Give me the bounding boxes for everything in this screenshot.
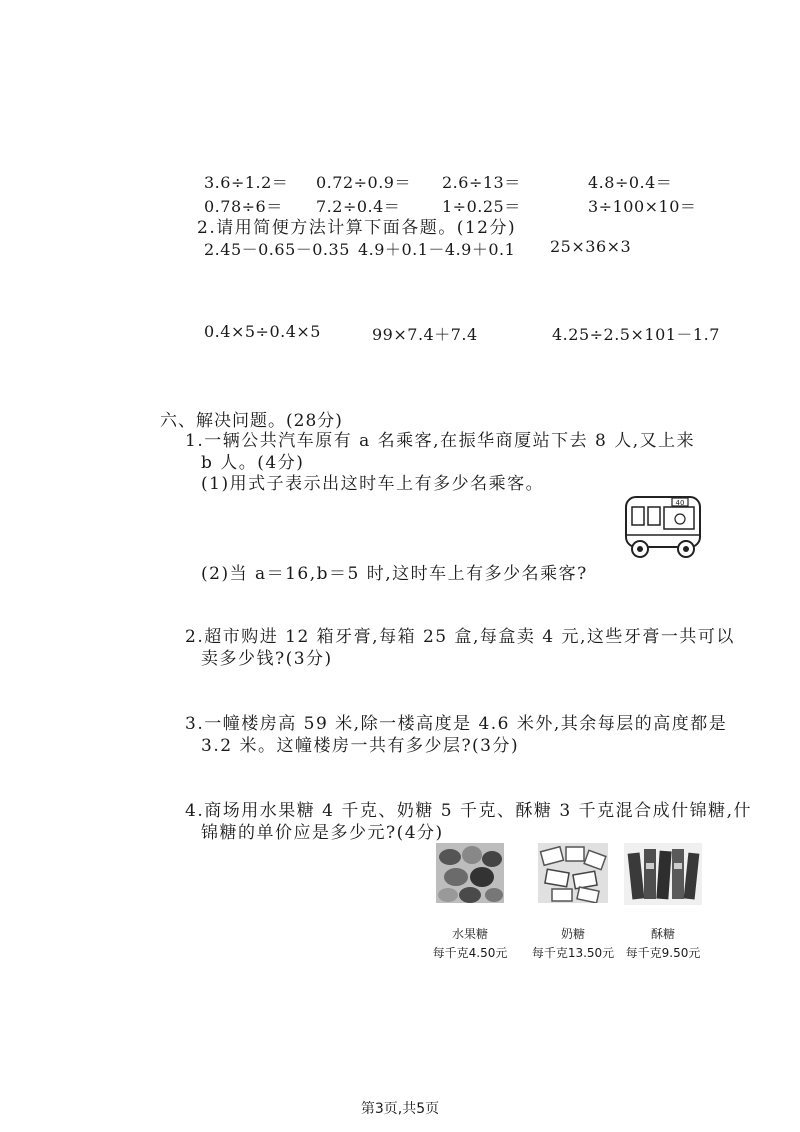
question-title: 2.请用简便方法计算下面各题。(12分) xyxy=(197,218,517,238)
candy-price: 每千克4.50元 xyxy=(432,946,508,960)
problem-text: 1.一辆公共汽车原有 a 名乘客,在振华商厦站下去 8 人,又上来 xyxy=(185,431,696,451)
problem-text: 4.商场用水果糖 4 千克、奶糖 5 千克、酥糖 3 千克混合成什锦糖,什 xyxy=(185,801,752,821)
subquestion-text: (2)当 a＝16,b＝5 时,这时车上有多少名乘客? xyxy=(201,564,588,584)
candy-fruit xyxy=(420,843,520,961)
calc-item: 99×7.4＋7.4 xyxy=(372,325,478,344)
candy-crisp xyxy=(615,843,711,961)
candy-price: 每千克13.50元 xyxy=(531,946,615,960)
calc-item: 2.45－0.65－0.35 xyxy=(204,240,350,259)
calc-item: 4.25÷2.5×101－1.7 xyxy=(552,325,720,344)
bus-number: 40 xyxy=(675,499,685,507)
section-title: 六、解决问题。(28分) xyxy=(160,411,343,431)
page-footer: 第3页,共5页 xyxy=(360,1101,440,1117)
bus-illustration xyxy=(622,491,706,563)
calc-item: 3÷100×10＝ xyxy=(588,197,697,216)
candy-name: 水果糖 xyxy=(451,927,488,941)
calc-item: 1÷0.25＝ xyxy=(442,197,521,216)
candy-price: 每千克9.50元 xyxy=(625,946,701,960)
milk-candy-image xyxy=(538,843,608,903)
calc-item: 4.9＋0.1－4.9＋0.1 xyxy=(358,240,516,259)
candy-milk xyxy=(523,843,623,961)
fruit-candy-image xyxy=(436,843,504,903)
calc-item: 7.2÷0.4＝ xyxy=(316,197,401,216)
calc-item: 0.72÷0.9＝ xyxy=(316,173,411,192)
calc-item: 0.4×5÷0.4×5 xyxy=(204,322,321,341)
subquestion-text: (1)用式子表示出这时车上有多少名乘客。 xyxy=(201,474,545,494)
problem-text: 3.2 米。这幢楼房一共有多少层?(3分) xyxy=(201,736,520,756)
candy-name: 酥糖 xyxy=(650,927,675,941)
calc-item: 25×36×3 xyxy=(550,237,632,256)
problem-text: 卖多少钱?(3分) xyxy=(201,649,333,669)
candy-name: 奶糖 xyxy=(560,927,585,941)
crisp-candy-image xyxy=(624,843,702,905)
problem-text: 2.超市购进 12 箱牙膏,每箱 25 盒,每盒卖 4 元,这些牙膏一共可以 xyxy=(185,627,735,647)
calc-item: 0.78÷6＝ xyxy=(204,197,283,216)
calc-item: 2.6÷13＝ xyxy=(442,173,521,192)
problem-text: 3.一幢楼房高 59 米,除一楼高度是 4.6 米外,其余每层的高度都是 xyxy=(185,714,728,734)
calc-item: 4.8÷0.4＝ xyxy=(588,173,673,192)
calc-item: 3.6÷1.2＝ xyxy=(204,173,289,192)
problem-text: 锦糖的单价应是多少元?(4分) xyxy=(201,823,444,843)
problem-text: b 人。(4分) xyxy=(201,453,305,473)
